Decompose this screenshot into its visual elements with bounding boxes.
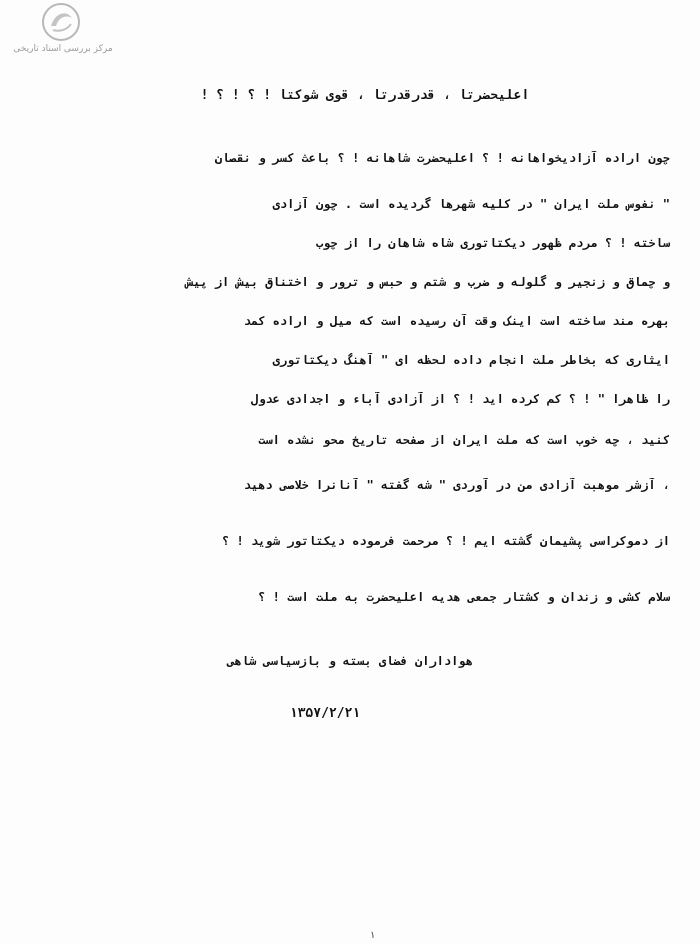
body-line: ساخته ! ؟ مردم ظهور دیکتاتوری شاه شاهان را از چوب [315, 236, 670, 250]
body-line: " نفوس ملت ایران " در کلیه شهرها گردیده است . چون آزادی [272, 197, 670, 211]
signature-line: هواداران فضای بسته و بازسیاسی شاهی [227, 654, 473, 668]
page-mark: ۱ [370, 930, 376, 941]
letter-date: ۱۳۵۷/۲/۲۱ [289, 706, 361, 721]
closing-line: سلام کشی و زندان و کشتار جمعی هدیه اعلیحضرت به ملت است ! ؟ [258, 590, 670, 604]
watermark-text: مرکز بررسی اسناد تاریخی [13, 44, 113, 54]
body-line: ایثاری که بخاطر ملت انجام داده لحظه ای " آهنگ دیکتاتوری [272, 353, 670, 367]
body-line: بهره مند ساخته است اینک وقت آن رسیده است که میل و اراده کمد [243, 314, 670, 328]
letter-title: اعلیحضرتا ، قدرقدرتا ، قوی شوکتا ! ؟ ! ؟ ! [200, 88, 530, 103]
body-line: را ظاهرا " ! ؟ کم کرده اید ! ؟ از آزادی آباء و اجدادی عدول [250, 392, 670, 406]
archive-seal-icon [41, 2, 81, 42]
archive-watermark [8, 2, 118, 60]
body-line: کنید ، چه خوب است که ملت ایران از صفحه تاریخ محو نشده است [258, 433, 670, 447]
closing-line: از دموکراسی پشیمان گشته ایم ! ؟ مرحمت فرموده دیکتاتور شوید ! ؟ [222, 534, 670, 548]
body-line: ، آزشر موهبت آزادی من در آوردی " شه گفته " آنانرا خلاصی دهید [243, 478, 670, 492]
body-line: چون اراده آزادیخواهانه ! ؟ اعلیحضرت شاهانه ! ؟ باعث کسر و نقصان [214, 151, 670, 165]
body-line: و چماق و زنجیر و گلوله و ضرب و شتم و حبس و ترور و اختناق بیش از پیش [185, 275, 670, 289]
